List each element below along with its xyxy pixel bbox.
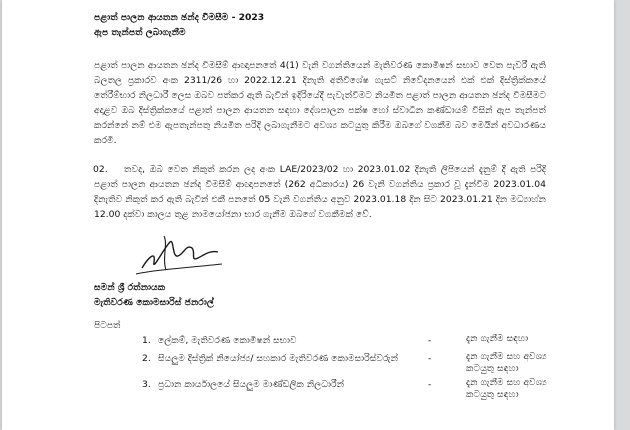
subject-subheading: ඇප තැන්පත් ලබාගැනීම [94,27,186,38]
paragraph-2-number: 02. [93,164,108,175]
signature-block [94,228,546,316]
letter-body [94,10,546,403]
copy-recipient: සියලුම දිස්ත්‍රික් නියෝජ්‍ය/ සහකාර මැතිවරණ කොමසාරිස්වරුන් [158,353,399,364]
paragraph-1: පළාත් පාලන ආයතන ඡන්ද විමසීම් ආඥාපනතේ 4(1) වැනි වගන්තියෙන් මැතිවරණ කොමිෂන් සභාව වෙත පැවරී ඇති බලතල ප්‍රකාරව අංක 2311/26 හා 2022.12.21 දිනැති අතිවිශේෂ ගැසට් නිවේදනයෙන් එක් එක් දිස්ත්‍රික්කයේ තේරීම්භාර නිලධාරී ලෙස ඔබව පත්කර ඇති බැවින් ඉදිරියේදී පැවැත්වීමට නියමිත පළාත් පාලන ආයතන ඡන්ද විමසීමට අදාළව ඔබ දිස්ත්‍රික්කයේ පළාත් පාලන ආයතන සඳහා දේශපාලන පක්ෂ හෝ ස්වාධීන කණ්ඩායම් විසින් ඇප තැන්පත් කරන්නේ නම් එම ඇපතැන්පතු නියමිත පරිදි ලබාගැනීමට අවශ්‍ය කටයුතු කිරීම ඔබගේ වගකීම බව මෙයින් අවධාරණය කරමි. [94,60,546,146]
handwritten-signature [134,228,224,284]
subject-heading: පළාත් පාලන ආයතන ඡන්ද විමසීම - 2023 [94,12,265,23]
copy-dash: - [428,379,432,390]
copy-item [94,377,546,403]
signer-title: මැතිවරණ කොමසාරිස් ජනරාල් [94,297,214,308]
copy-purpose: දැන ගැනීම සහ අවශ්‍ය කටයුතු සඳහා [466,351,547,374]
copy-dash: - [428,353,432,364]
copy-item [94,351,546,377]
signer-name: සමන් ශ්‍රී රත්නායක [94,282,166,293]
document-page [2,0,614,430]
copy-recipient: ප්‍රධාන කාර්යාලයේ සියලුම මාණ්ඩලික නිලධාරීන් [158,379,345,390]
copy-dash: - [428,335,432,346]
copy-purpose: දැන ගැනීම සඳහා [466,333,529,344]
copy-recipient: ලේකම්, මැතිවරණ කොමිෂන් සභාව [158,335,297,346]
paragraph-2: තවද, ඔබ වෙත නිකුත් කරන ලද අංක LAE/2023/02 හා 2023.01.02 දිනැති ලිපියෙන් දැනුම් දී ඇති පරිදි පළාත් පාලන ආයතන ඡන්ද විමසීම් ආඥාපනතේ (262 අධිකාරය) 26 වැනි වගන්තිය ප්‍රකාර වූ දැන්වීම 2023.01.04 දිනැතිව නිකුත් කර ඇති බැවින් එකී පනතේ 05 වැනි වගන්තිය අනුව 2023.01.18 දින සිට 2023.01.21 දින මධ්‍යාහ්න 12.00 දක්වා කාලය තුළ නාමයෝජනා භාර ගැනීම ඔබගේ වගකීමක් වේ. [94,164,546,220]
copy-number: 2. [142,353,151,364]
copy-number: 3. [142,379,151,390]
copy-number: 1. [142,335,151,346]
copy-item [94,333,546,351]
copy-purpose: දැන ගැනීම සහ අවශ්‍ය කටයුතු සඳහා [466,377,547,400]
viewer-scrollbar[interactable] [620,0,630,430]
copies-heading: පිටපත් [94,320,121,331]
paragraph-2-block [94,162,546,222]
